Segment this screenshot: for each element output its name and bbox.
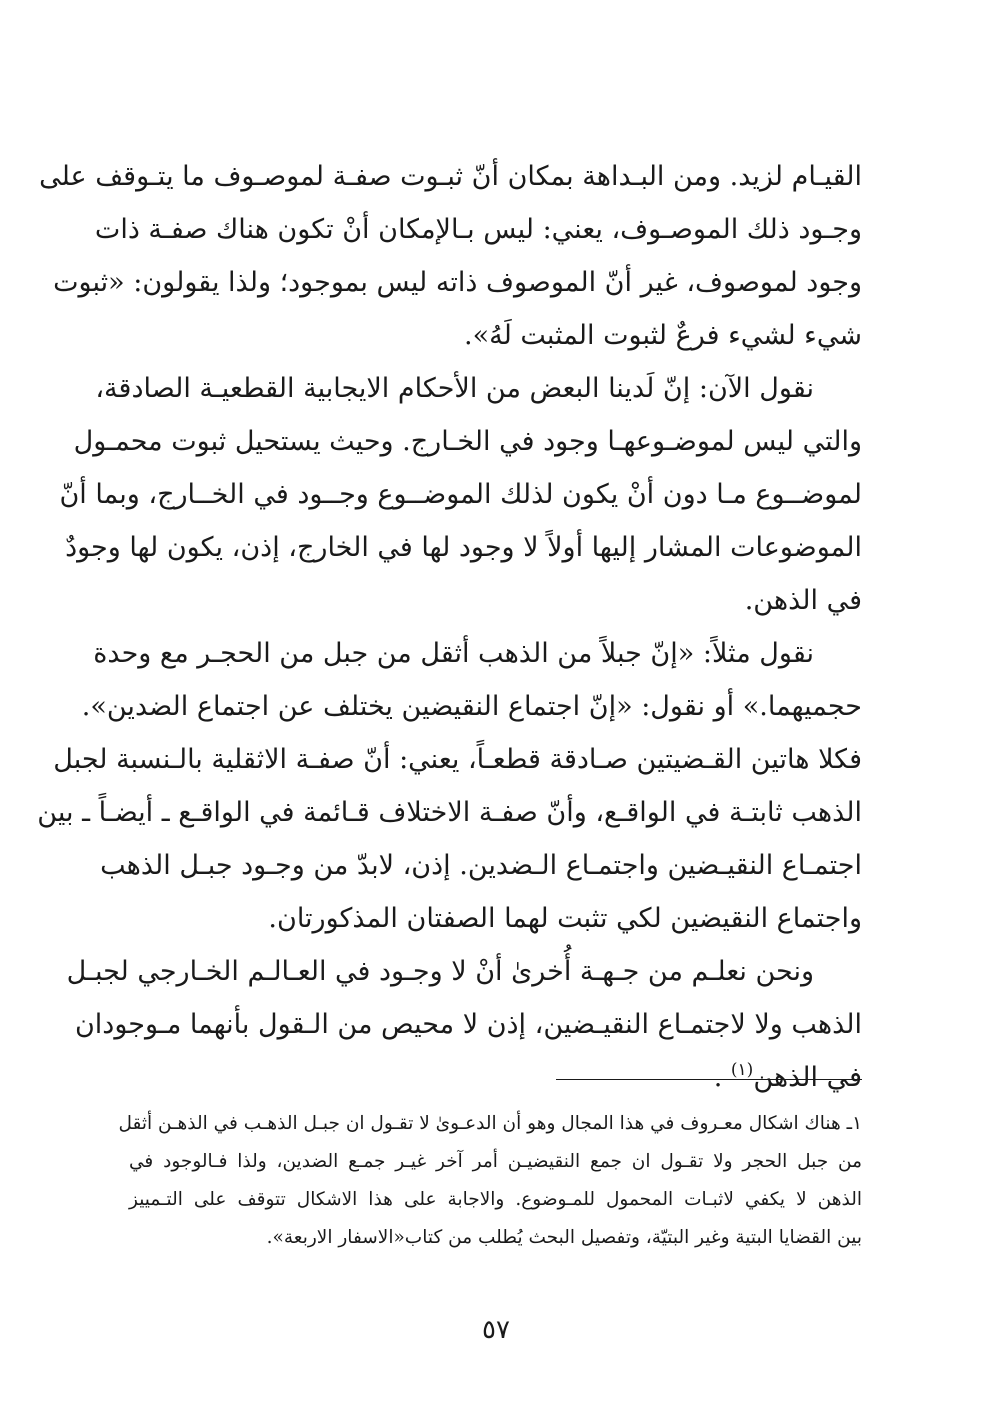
text-line-final bbox=[129, 1051, 862, 1104]
final-period: . bbox=[713, 1062, 723, 1093]
text-line: وجـود ذلك الموصـوف، يعني: ليس بـالإمكان أنْ تكون هناك صفـة ذات bbox=[94, 214, 862, 245]
text-line: وجود لموصوف، غير أنّ الموصوف ذاته ليس بموجود؛ ولذا يقولون: «ثبوت bbox=[53, 267, 862, 298]
text-line: والتي ليس لموضـوعهـا وجود في الخـارج. وحيث يستحيل ثبوت محمـول bbox=[73, 426, 862, 457]
text-line: الذهب ولا لاجتمـاع النقيـضين، إذن لا محيص من الـقول بأنهما مـوجودان bbox=[74, 1009, 862, 1040]
text-line: الموضوعات المشار إليها أولاً لا وجود لها في الخارج، إذن، يكون لها وجودٌ bbox=[65, 532, 862, 563]
footnote-section bbox=[118, 1105, 862, 1257]
page-number: ٥٧ bbox=[482, 1315, 510, 1345]
footnote-line: الذهن لا يكفي لاثبـات المحمول للمـوضوع. والاجابة على هذا الاشكال تتوقف على التـمييز bbox=[129, 1189, 862, 1210]
text-line: الذهب ثابتـة في الواقـع، وأنّ صفـة الاختلاف قـائمة في الواقـع ـ أيضـاً ـ بين bbox=[37, 797, 862, 828]
text-line: واجتماع النقيضين لكي تثبت لهما الصفتان المذكورتان. bbox=[268, 903, 862, 934]
text-line: نقول الآن: إنّ لَدينا البعض من الأحكام الايجابية القطعيـة الصادقة، bbox=[95, 373, 814, 404]
text-line: شيء لشيء فرعٌ لثبوت المثبت لَهُ». bbox=[464, 320, 862, 351]
text-line: فكلا هاتين القـضيتين صـادقة قطعـاً، يعني: أنّ صفـة الاثقلية بالـنسبة لجبل bbox=[53, 744, 862, 775]
text-line: في الذهن. bbox=[744, 585, 862, 616]
footnote-line: بين القضايا البتية وغير البتيّة، وتفصيل البحث يُطلب من كتاب«الاسفار الاربعة». bbox=[266, 1227, 862, 1248]
main-text bbox=[37, 150, 862, 1104]
footnote-line: ١ـ هناك اشكال معـروف في هذا المجال وهو أن الدعـوىٰ لا تقـول ان جبـل الذهـب في الذهـن أثقل bbox=[118, 1113, 862, 1134]
text-line: القيـام لزيد. ومن البـداهة بمكان أنّ ثبـوت صفـة لموصـوف ما يتـوقف على bbox=[39, 161, 862, 192]
text-line: نقول مثلاً: «إنّ جبلاً من الذهب أثقل من جبل من الحجـر مع وحدة bbox=[93, 638, 814, 669]
footnote-separator bbox=[556, 1079, 862, 1080]
text-line: حجميهما.» أو نقول: «إنّ اجتماع النقيضين يختلف عن اجتماع الضدين». bbox=[81, 691, 862, 722]
text-line: لموضــوع مـا دون أنْ يكون لذلك الموضــوع وجــود في الخــارج، وبما أنّ bbox=[59, 479, 862, 510]
footnote-line: من جبل الحجر ولا تقـول ان جمع النقيضيـن أمر آخر غيـر جمـع الضدين، ولذا فـالوجود في bbox=[129, 1151, 862, 1172]
text-line: في الذهن bbox=[753, 1062, 862, 1093]
footnote-reference[interactable]: (١) bbox=[730, 1060, 754, 1080]
text-line: ونحن نعلـم من جـهـة أُخرىٰ أنْ لا وجـود في العـالـم الخـارجي لجبـل bbox=[66, 956, 814, 987]
text-line: اجتمـاع النقيـضين واجتمـاع الـضدين. إذن، لابدّ من وجـود جبـل الذهب bbox=[100, 850, 862, 881]
